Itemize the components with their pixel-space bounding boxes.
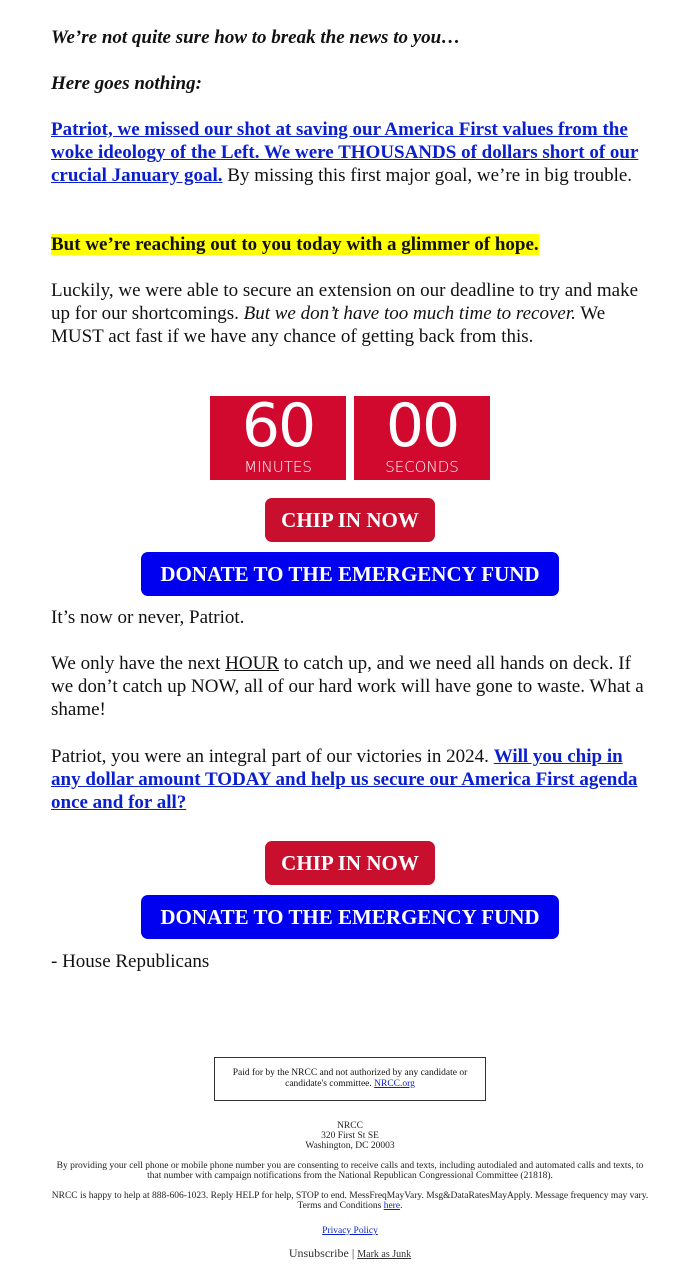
chip-in-any-amount-link[interactable]: Will you chip in any dollar amount TODAY and help us secure our America First agenda once and for all? (51, 746, 638, 813)
intro-line-1: We’re not quite sure how to break the news to you… (51, 27, 461, 48)
next-hour-part1: We only have the next (51, 653, 226, 674)
org-street: 320 First St SE (321, 1131, 379, 1141)
signature: - House Republicans (51, 951, 210, 972)
timer-minutes-box (210, 391, 346, 480)
consent-text: By providing your cell phone or mobile phone number you are consenting to receive calls and texts, including autodialed and automated calls and texts, to that number with campaign notifications from the National Republican Congressional Committee (21818). (56, 1161, 644, 1181)
countdown-timer (210, 391, 490, 480)
help-text: NRCC is happy to help at 888-606-1023. Reply HELP for help, STOP to end. MessFreqMayVary. Msg&DataRatesMayApply. Message frequency may vary. Terms and Conditions (51, 1191, 649, 1211)
privacy-block (0, 1226, 700, 1236)
org-name: NRCC (337, 1121, 363, 1131)
chip-in-button-2[interactable]: CHIP IN NOW (265, 841, 435, 885)
paragraph-highlight (51, 233, 539, 256)
mark-as-junk-link[interactable]: Mark as Junk (357, 1249, 412, 1260)
timer-seconds-box (354, 391, 490, 480)
paragraph-missed-goal (51, 118, 651, 187)
paid-for-text: Paid for by the NRCC and not authorized by any candidate or candidate's committee. (232, 1068, 468, 1089)
footer-separator: | (351, 1246, 355, 1260)
intro-line-2: Here goes nothing: (51, 73, 202, 94)
paragraph-victories (51, 745, 651, 814)
paragraph-extension (51, 279, 651, 348)
timer-seconds-value: 00 (385, 391, 459, 461)
missed-goal-link[interactable]: Patriot, we missed our shot at saving our America First values from the woke ideology of the Left. We were THOUSANDS of dollars short of our crucial January goal. (51, 119, 639, 186)
timer-seconds-label: SECONDS (385, 458, 459, 476)
org-city: Washington, DC 20003 (305, 1141, 395, 1151)
address-block (0, 1121, 700, 1151)
help-text-block: NRCC is happy to help at 888-606-1023. Reply HELP for help, STOP to end. MessFreqMayVary. Msg&DataRatesMayApply. Message frequency may vary. Terms and Conditions here. (51, 1191, 649, 1211)
extension-italic: But we don’t have too much time to recover. (243, 303, 576, 324)
missed-goal-rest: By missing this first major goal, we’re in big trouble. (222, 165, 633, 186)
donate-emergency-fund-button-2[interactable]: DONATE TO THE EMERGENCY FUND (141, 895, 559, 939)
terms-here-link[interactable]: here (383, 1201, 401, 1211)
unsubscribe-link[interactable]: Unsubscribe (288, 1246, 349, 1260)
highlight-text: But we’re reaching out to you today with a glimmer of hope. (51, 234, 539, 255)
victories-part1: Patriot, you were an integral part of our victories in 2024. (51, 746, 494, 767)
paragraph-now-or-never: It’s now or never, Patriot. (51, 607, 245, 628)
paragraph-next-hour (51, 652, 651, 721)
chip-in-button[interactable]: CHIP IN NOW (265, 498, 435, 542)
donate-emergency-fund-button[interactable]: DONATE TO THE EMERGENCY FUND (141, 552, 559, 596)
timer-minutes-value: 60 (241, 391, 315, 461)
extension-part1: Luckily, we were able to secure an extension on our deadline to try and make up for our shortcomings. (51, 280, 639, 324)
extension-part2: We MUST act fast if we have any chance of getting back from this. (51, 303, 606, 347)
next-hour-part2: to catch up, and we need all hands on deck. If we don’t catch up NOW, all of our hard work will have gone to waste. What a shame! (51, 653, 644, 720)
unsubscribe-block (0, 1246, 700, 1262)
privacy-policy-link[interactable]: Privacy Policy (322, 1226, 378, 1236)
next-hour-underlined: HOUR (225, 653, 280, 674)
timer-minutes-label: MINUTES (244, 458, 312, 476)
nrcc-org-link[interactable]: NRCC.org (374, 1079, 415, 1089)
paid-for-disclaimer (214, 1057, 486, 1101)
